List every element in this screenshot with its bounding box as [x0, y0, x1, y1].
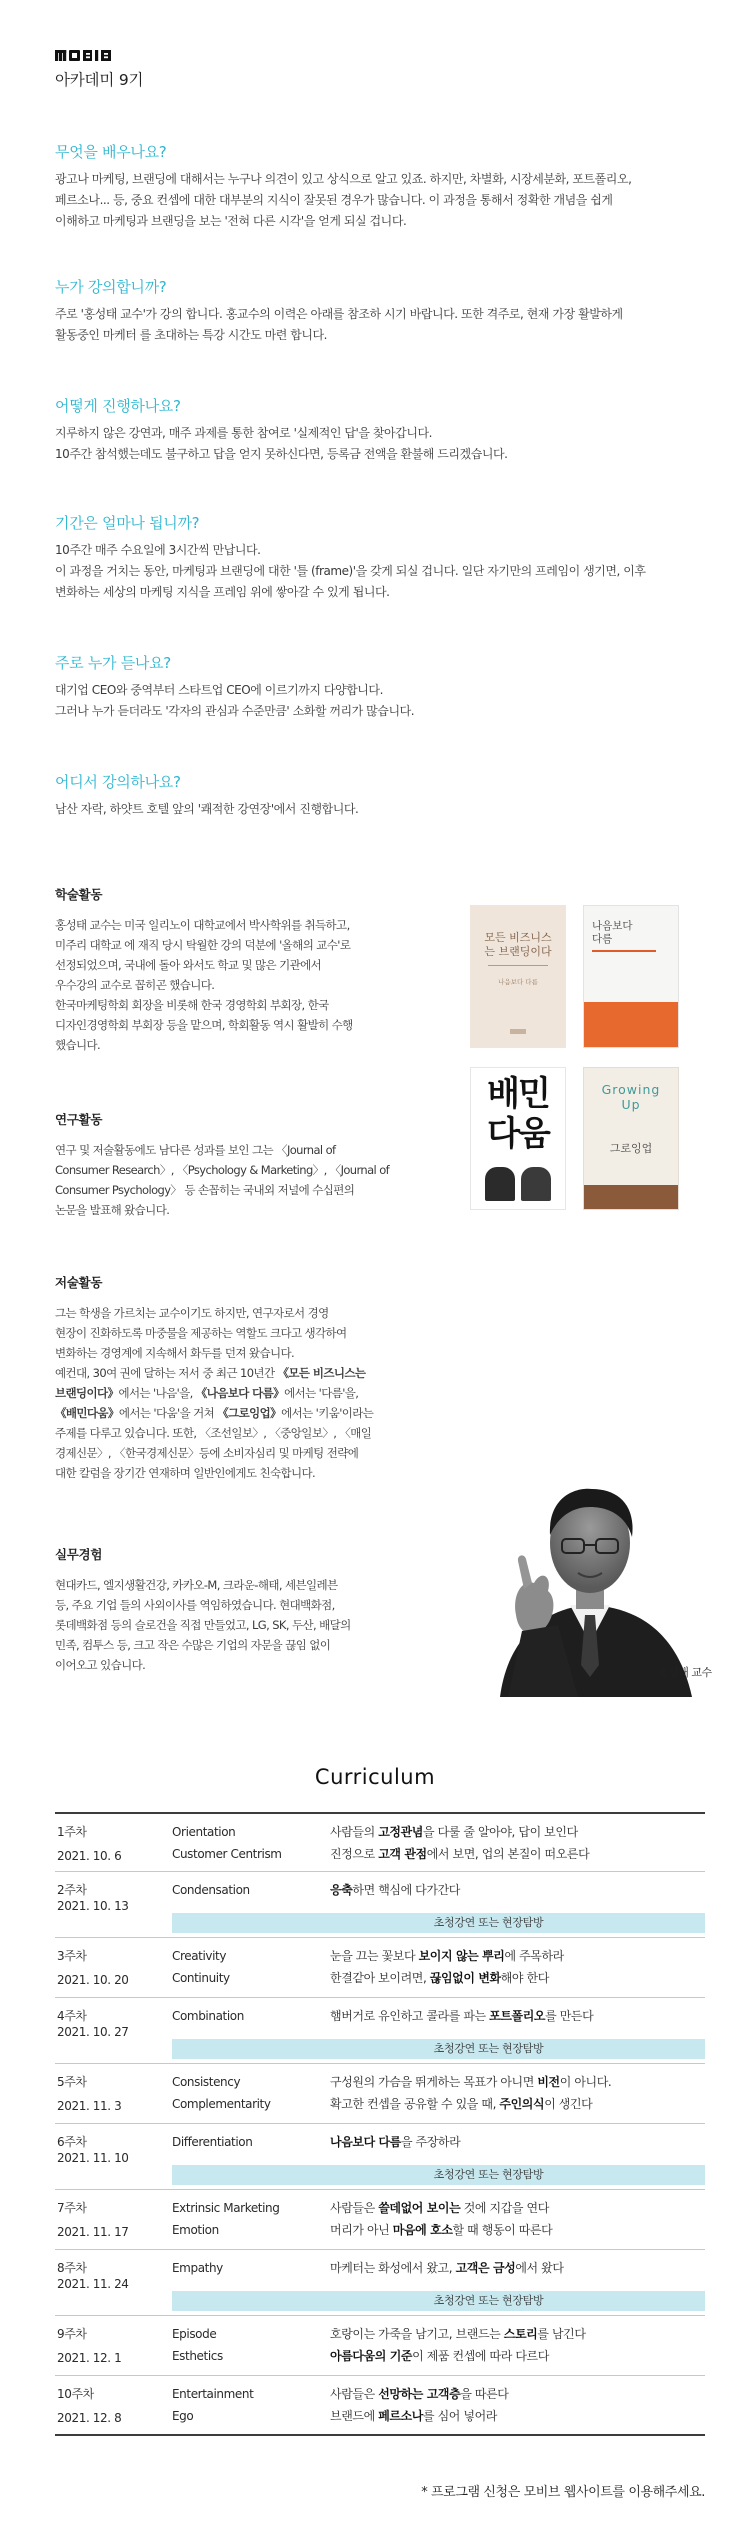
text-segment: 을 다룰 줄 알아야, 답이 보인다	[422, 1825, 578, 1839]
profile-writing	[55, 1273, 430, 1483]
text-segment: 브랜드에	[330, 2409, 379, 2423]
curriculum-row	[55, 1998, 705, 2064]
text-segment: 이 생긴다	[544, 2097, 593, 2111]
description-primary	[330, 1880, 460, 1901]
profile-body: 홍성태 교수는 미국 일리노이 대학교에서 박사학위를 취득하고, 미주리 대학교 에 재직 당시 탁월한 강의 덕분에 '올해의 교수'로 선정되었으며, 국내에 돌아 와서도 학교 및 많은 기관에서 우수강의 교수로 꼽히곤 했습니다. 한국마케팅학회 회장을 비롯해 한국 경영학회 부회장, 한국 디자인경영학회 부회장 등을 맡으며, 학회활동 역시 활발히 수행 했습니다.	[55, 918, 353, 1052]
body-line	[55, 1383, 430, 1403]
qa-question: 누가 강의합니까?	[55, 278, 167, 296]
application-note: * 프로그램 신청은 모비브 웹사이트를 이용해주세요.	[421, 2485, 705, 2500]
book-title: 배민다움	[487, 1074, 549, 1154]
qa-answer: 광고나 마케팅, 브랜딩에 대해서는 누구나 의견이 있고 상식으로 알고 있죠. 하지만, 차별화, 시장세분화, 포트폴리오, 페르소나... 등, 중요 컨셉에 대한 대부분의 지식이 잘못된 경우가 많습니다. 이 과정을 통해서 정확한 개념을 쉽게 이해하고 마케팅과 브랜딩을 보는 '전혀 다른 시각'을 얻게 되실 겁니다.	[55, 172, 632, 228]
body-line	[55, 1323, 430, 1343]
week-label: 4주차	[57, 2009, 87, 2023]
emphasis-text: 스토리	[503, 2327, 538, 2341]
academy-subtitle: 아카데미 9기	[55, 71, 144, 89]
text-segment: 에서 왔다	[515, 2261, 564, 2275]
text-segment: 할 때 행동이 따른다	[452, 2223, 553, 2237]
text-segment: 그는 학생을 가르치는 교수이기도 하지만, 연구자로서 경영	[55, 1306, 329, 1320]
description-primary	[330, 2198, 549, 2219]
qa-what	[55, 141, 715, 232]
week-date: 2021. 11. 17	[57, 2225, 129, 2239]
week-date: 2021. 10. 6	[57, 1849, 122, 1863]
body-line	[55, 1463, 430, 1483]
book-covers	[470, 905, 692, 1215]
emphasis-text: 페르소나	[378, 2409, 423, 2423]
text-segment: 확고한 컨셉을 공유할 수 있을 때,	[330, 2097, 500, 2111]
topic-secondary: Ego	[172, 2409, 194, 2423]
text-segment: 한결같아 보이려면,	[330, 1971, 430, 1985]
text-segment: 에서는 '다름'을,	[284, 1386, 359, 1400]
text-segment: 주제를 다루고 있습니다. 또한, 〈조선일보〉, 〈중앙일보〉, 〈매일	[55, 1426, 372, 1440]
text-segment: 대한 칼럼을 장기간 연재하며 일반인에게도 친숙합니다.	[55, 1466, 316, 1480]
qa-answer: 대기업 CEO와 중역부터 스타트업 CEO에 이르기까지 다양합니다. 그러나 누가 듣더라도 '각자의 관심과 수준만큼' 소화할 꺼리가 많습니다.	[55, 683, 415, 718]
week-label: 2주차	[57, 1883, 87, 1897]
description-primary	[330, 2324, 586, 2345]
emphasis-text: 나음보다 다름	[330, 2135, 401, 2149]
topic-primary: Consistency	[172, 2075, 241, 2089]
qa-audience	[55, 652, 715, 722]
week-label: 6주차	[57, 2135, 87, 2149]
qa-answer: 지루하지 않은 강연과, 매주 과제를 통한 참여로 '실제적인 답'을 찾아갑니다. 10주간 참석했는데도 불구하고 답을 얻지 못하신다면, 등록금 전액을 환불해 드리겠습니다.	[55, 426, 508, 461]
curriculum-row	[55, 1872, 705, 1938]
qa-question: 어디서 강의하나요?	[55, 773, 181, 791]
week-label: 7주차	[57, 2201, 87, 2215]
topic-primary: Differentiation	[172, 2135, 253, 2149]
text-segment: 에서는 '키움'이라는	[281, 1406, 374, 1420]
description-secondary	[330, 2406, 497, 2427]
topic-primary: Extrinsic Marketing	[172, 2201, 280, 2215]
qa-who-teaches	[55, 276, 715, 346]
profile-body: 현대카드, 엘지생활건강, 카카오-M, 크라운-해태, 세븐일레븐 등, 주요 기업 들의 사외이사를 역임하였습니다. 현대백화점, 롯데백화점 등의 슬로건을 직접 만들었고, LG, SK, 두산, 배달의 민족, 컴투스 등, 크고 작은 수많은 기업의 자문을 끊임 없이 이어오고 있습니다.	[55, 1578, 351, 1672]
curriculum-row	[55, 2190, 705, 2250]
emphasis-text: 마음에 호소	[392, 2223, 453, 2237]
description-primary	[330, 2132, 460, 2153]
emphasis-text: 응축	[330, 1883, 353, 1897]
professor-portrait	[478, 1465, 700, 1697]
curriculum-row	[55, 2316, 705, 2376]
text-segment: 진정으로	[330, 1847, 379, 1861]
qa-answer: 주로 '홍성태 교수'가 강의 합니다. 홍교수의 이력은 아래를 참조하 시기 바랍니다. 또한 격주로, 현재 가장 활발하게 활동중인 마케터 를 초대하는 특강 시간도 마련 합니다.	[55, 307, 623, 342]
description-primary	[330, 2006, 593, 2027]
emphasis-text: 보이지 않는 뿌리	[418, 1949, 505, 1963]
text-segment: 머리가 아닌	[330, 2223, 393, 2237]
qa-question: 주로 누가 듣나요?	[55, 654, 171, 672]
profile-heading: 저술활동	[55, 1275, 103, 1290]
body-line	[55, 1443, 430, 1463]
portrait-caption: 홍성태 교수	[658, 1666, 712, 1679]
special-lecture-band: 초청강연 또는 현장탐방	[172, 2165, 705, 2185]
topic-primary: Orientation	[172, 1825, 236, 1839]
text-segment: 눈을 끄는 꽃보다	[330, 1949, 419, 1963]
emphasis-text: 아름다움의 기준	[330, 2349, 413, 2363]
week-date: 2021. 11. 24	[57, 2277, 129, 2291]
text-segment: 을 주장하라	[400, 2135, 461, 2149]
topic-primary: Entertainment	[172, 2387, 254, 2401]
text-segment: 에서는 '나음'을,	[118, 1386, 196, 1400]
week-date: 2021. 12. 8	[57, 2411, 122, 2425]
text-segment: 구성원의 가슴을 뛰게하는 목표가 아니면	[330, 2075, 538, 2089]
topic-primary: Episode	[172, 2327, 217, 2341]
text-segment: 사람들은	[330, 2387, 379, 2401]
text-segment: 를 남긴다	[537, 2327, 586, 2341]
book-tag: 나음보다 다름	[498, 978, 538, 986]
book-cover-branding	[470, 905, 566, 1048]
book-cover-growing-up	[583, 1067, 679, 1210]
text-segment: 을 따른다	[460, 2387, 509, 2401]
description-secondary	[330, 2220, 552, 2241]
body-line	[55, 1403, 430, 1423]
body-line	[55, 1363, 430, 1383]
emphasis-text: 주인의식	[499, 2097, 545, 2111]
text-segment: 마케터는 화성에서 왔고,	[330, 2261, 456, 2275]
week-label: 9주차	[57, 2327, 87, 2341]
text-segment: 이 제품 컨셉에 따라 다르다	[412, 2349, 549, 2363]
week-label: 5주차	[57, 2075, 87, 2089]
body-line	[55, 1423, 430, 1443]
text-segment: 에서는 '다움'을 거쳐	[118, 1406, 218, 1420]
week-date: 2021. 11. 3	[57, 2099, 122, 2113]
topic-secondary: Continuity	[172, 1971, 230, 1985]
text-segment: 사람들은	[330, 2201, 379, 2215]
qa-duration	[55, 512, 715, 603]
emphasis-text: 선망하는 고객층	[378, 2387, 461, 2401]
topic-secondary: Customer Centrism	[172, 1847, 282, 1861]
text-segment: 호랑이는 가죽을 남기고, 브랜드는	[330, 2327, 504, 2341]
description-primary	[330, 2258, 564, 2279]
topic-primary: Condensation	[172, 1883, 250, 1897]
emphasis-text: 《배민다움》	[55, 1406, 119, 1420]
body-line	[55, 1343, 430, 1363]
profile-practice	[55, 1545, 430, 1675]
description-secondary	[330, 1844, 589, 1865]
book-title: 모든 비즈니스는 브랜딩이다	[484, 931, 552, 958]
text-segment: 예컨대, 30여 권에 달하는 저서 중 최근 10년간	[55, 1366, 278, 1380]
text-segment: 를 만든다	[545, 2009, 594, 2023]
curriculum-table	[55, 1812, 705, 2436]
emphasis-text: 비전	[537, 2075, 560, 2089]
special-lecture-band: 초청강연 또는 현장탐방	[172, 2039, 705, 2059]
week-date: 2021. 10. 20	[57, 1973, 129, 1987]
book-title: Growing Up	[601, 1082, 661, 1112]
qa-question: 기간은 얼마나 됩니까?	[55, 514, 200, 532]
week-label: 10주차	[57, 2387, 94, 2401]
week-date: 2021. 10. 13	[57, 1899, 129, 1913]
emphasis-text: 고정관념	[378, 1825, 423, 1839]
text-segment: 해야 한다	[500, 1971, 549, 1985]
body-line	[55, 1303, 430, 1323]
topic-secondary: Esthetics	[172, 2349, 223, 2363]
book-cover-baemin	[470, 1067, 566, 1210]
curriculum-title: Curriculum	[314, 1765, 436, 1789]
text-segment: 에서 보면, 업의 본질이 떠오른다	[426, 1847, 590, 1861]
description-secondary	[330, 2094, 592, 2115]
description-primary	[330, 1822, 578, 1843]
text-segment: 현장이 진화하도록 마중물을 제공하는 역할도 크다고 생각하여	[55, 1326, 347, 1340]
profile-research	[55, 1110, 430, 1220]
profile-heading: 연구활동	[55, 1112, 103, 1127]
text-segment: 사람들의	[330, 1825, 379, 1839]
text-segment: 하면 핵심에 다가간다	[352, 1883, 460, 1897]
emphasis-text: 《모든 비즈니스는	[277, 1366, 366, 1380]
qa-question: 무엇을 배우나요?	[55, 143, 167, 161]
profile-body: 연구 및 저술활동에도 남다른 성과를 보인 그는 〈Journal of Consumer Research〉, 〈Psychology & Marketing〉, 〈Journal of Consumer Psychology〉 등 손꼽히는 국내외 저널에 수십편의 논문을 발표해 왔습니다.	[55, 1143, 390, 1217]
week-label: 1주차	[57, 1825, 87, 1839]
emphasis-text: 포트폴리오	[489, 2009, 546, 2023]
book-subtitle: 그로잉업	[609, 1142, 653, 1155]
topic-secondary: Complementarity	[172, 2097, 271, 2111]
topic-secondary: Emotion	[172, 2223, 219, 2237]
qa-answer: 10주간 매주 수요일에 3시간씩 만납니다. 이 과정을 거치는 동안, 마케팅과 브랜딩에 대한 '틀 (frame)'을 갖게 되실 겁니다. 일단 자기만의 프레임이 생기면, 이후 변화하는 세상의 마케팅 지식을 프레임 위에 쌓아갈 수 있게 됩니다.	[55, 543, 646, 599]
book-cover-differ	[583, 905, 679, 1048]
description-secondary	[330, 1968, 549, 1989]
emphasis-text: 쓸데없어 보이는	[378, 2201, 461, 2215]
topic-primary: Creativity	[172, 1949, 227, 1963]
emphasis-text: 《나음보다 다름》	[195, 1386, 285, 1400]
week-date: 2021. 11. 10	[57, 2151, 129, 2165]
description-primary	[330, 2384, 509, 2405]
text-segment: 경제신문〉, 〈한국경제신문〉등에 소비자심리 및 마케팅 전략에	[55, 1446, 359, 1460]
week-date: 2021. 12. 1	[57, 2351, 122, 2365]
description-secondary	[330, 2346, 549, 2367]
special-lecture-band: 초청강연 또는 현장탐방	[172, 1913, 705, 1933]
qa-how	[55, 395, 715, 465]
emphasis-text: 《그로잉업》	[217, 1406, 282, 1420]
curriculum-row	[55, 2250, 705, 2316]
text-segment: 변화하는 경영계에 지속해서 화두를 던져 왔습니다.	[55, 1346, 295, 1360]
curriculum-row	[55, 2064, 705, 2124]
profile-academic	[55, 885, 430, 1055]
profile-heading: 학술활동	[55, 887, 103, 902]
topic-primary: Empathy	[172, 2261, 223, 2275]
text-segment: 에 주목하라	[504, 1949, 564, 1963]
description-primary	[330, 1946, 564, 1967]
qa-location	[55, 771, 715, 820]
text-segment: 햄버거로 유인하고 콜라를 파는	[330, 2009, 490, 2023]
emphasis-text: 고객은 금성	[455, 2261, 516, 2275]
curriculum-row	[55, 2376, 705, 2436]
emphasis-text: 고객 관점	[378, 1847, 427, 1861]
profile-heading: 실무경험	[55, 1547, 103, 1562]
week-label: 3주차	[57, 1949, 87, 1963]
week-label: 8주차	[57, 2261, 87, 2275]
book-title: 나음보다 다름	[592, 920, 633, 945]
text-segment: 이 아니다.	[559, 2075, 612, 2089]
qa-question: 어떻게 진행하나요?	[55, 397, 181, 415]
mobib-logo	[55, 49, 113, 62]
curriculum-row	[55, 1814, 705, 1872]
text-segment: 를 심어 넣어라	[422, 2409, 497, 2423]
qa-answer: 남산 자락, 하얏트 호텔 앞의 '쾌적한 강연장'에서 진행합니다.	[55, 802, 359, 816]
topic-primary: Combination	[172, 2009, 244, 2023]
description-primary	[330, 2072, 611, 2093]
text-segment: 것에 지갑을 연다	[460, 2201, 549, 2215]
curriculum-row	[55, 2124, 705, 2190]
special-lecture-band: 초청강연 또는 현장탐방	[172, 2291, 705, 2311]
profile-body	[55, 1303, 430, 1483]
week-date: 2021. 10. 27	[57, 2025, 129, 2039]
emphasis-text: 끊임없이 변화	[429, 1971, 501, 1985]
emphasis-text: 브랜딩이다》	[55, 1386, 119, 1400]
curriculum-row	[55, 1938, 705, 1998]
